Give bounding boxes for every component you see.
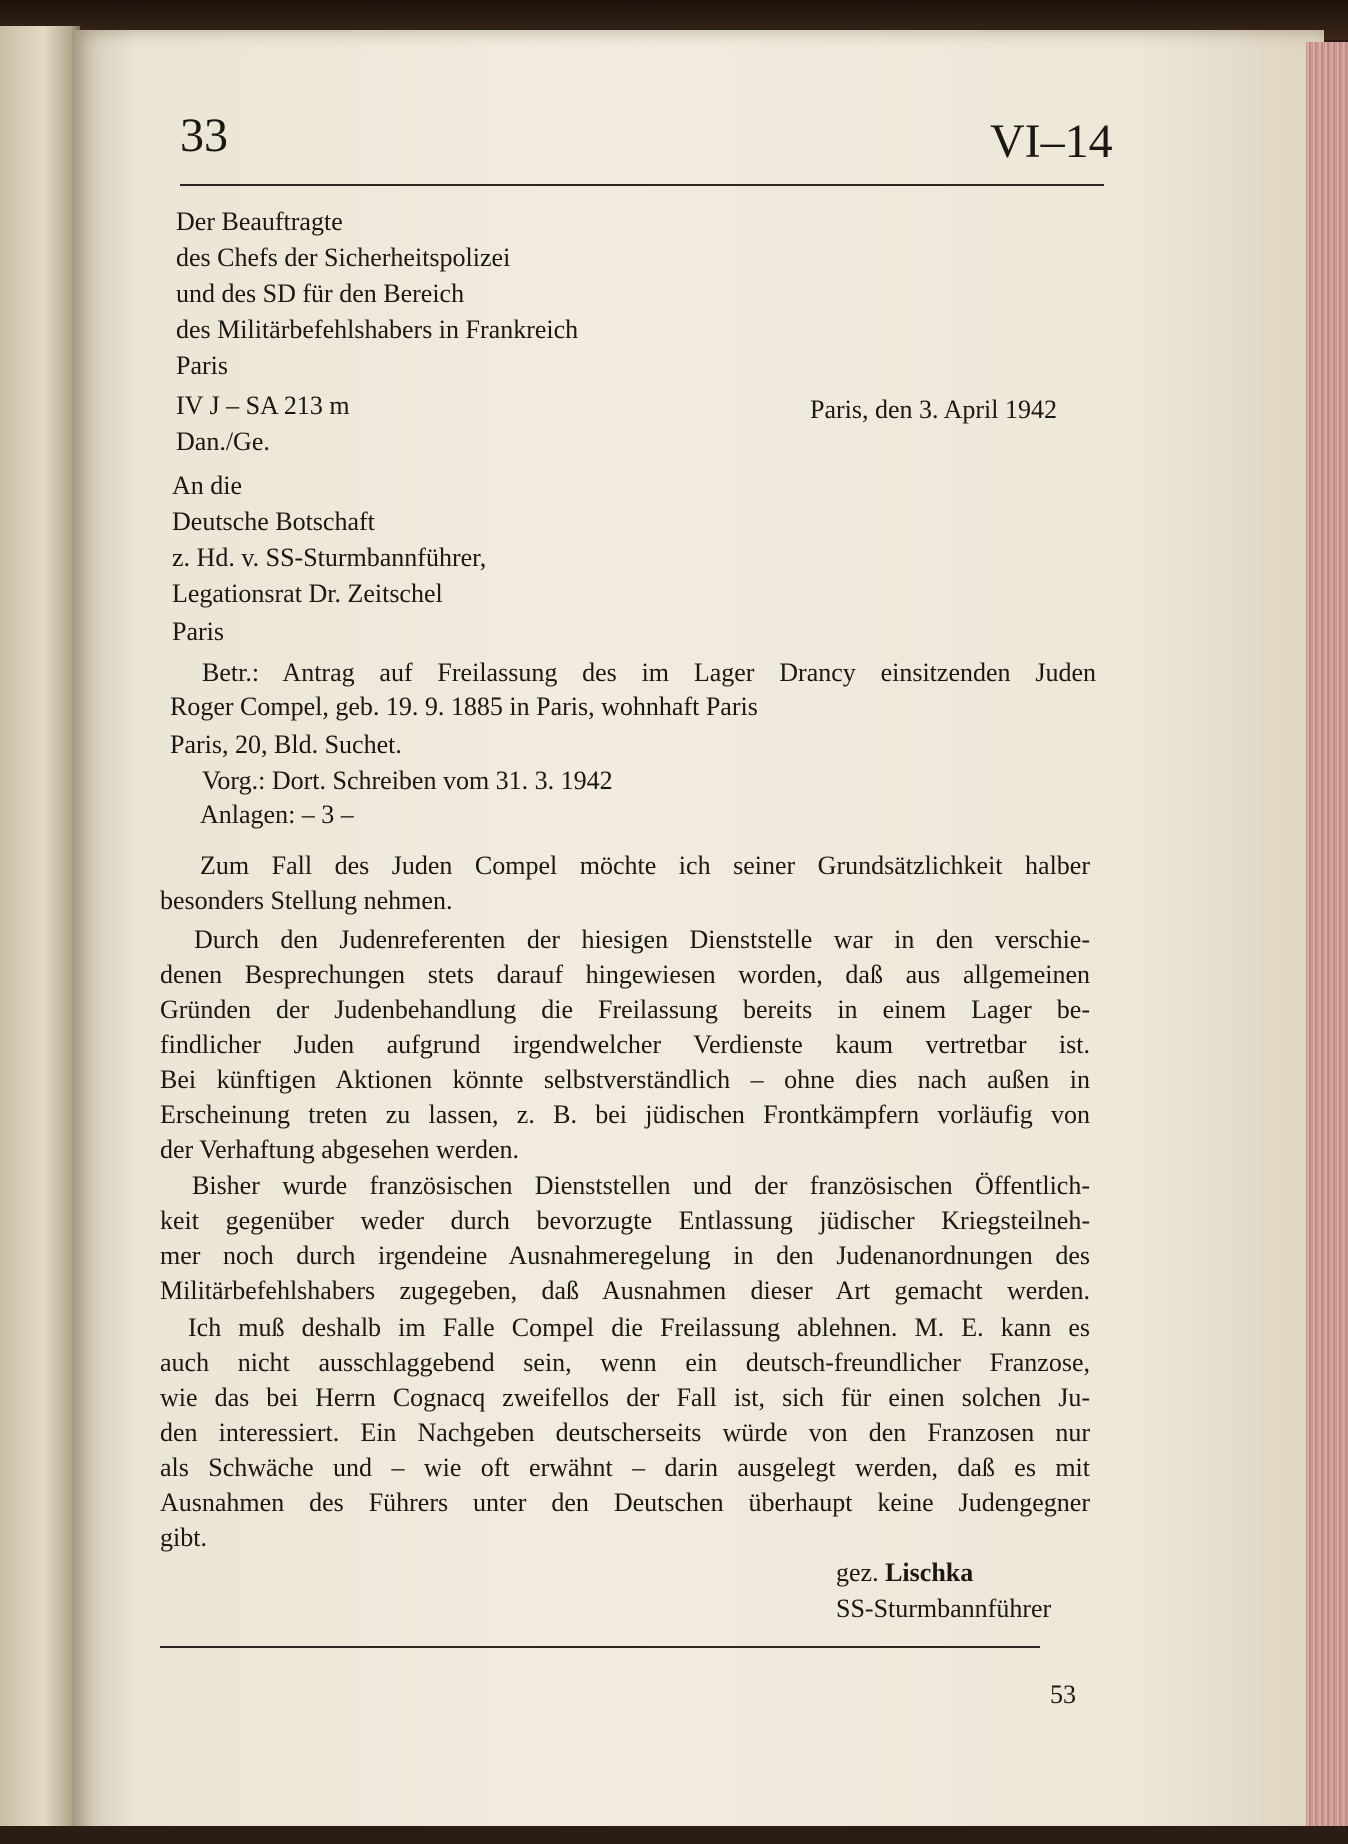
sender-line: und des SD für den Bereich [176,279,465,308]
signature-prefix: gez. [836,1558,879,1587]
initials: Dan./Ge. [176,427,270,456]
page-number: 53 [1050,1680,1076,1709]
letter-date: Paris, den 3. April 1942 [810,395,1057,424]
signature-title: SS-Sturmbannführer [836,1594,1052,1623]
sender-line: des Militärbefehlshabers in Frankreich [176,315,579,344]
recipient-line: Deutsche Botschaft [172,507,375,536]
body-paragraph: Ich muß deshalb im Falle Compel die Freilassung ablehnen. M. E. kann es auch nicht ausschlaggebend sein, wenn ein deutsch-freundlicher Franzose, wie das bei Herrn Cognacq zweifellos der Fall ist, sich für einen solchen Ju- den interessiert. Ein Nachgeben deutscherseits würde von den Franzosen nur als Schwäche und – wie oft erwähnt – darin ausgelegt werden, daß es mit Ausnahmen des Führers unter den Deutschen überhaupt keine Judengegner gibt. [160,1313,1090,1552]
signature-name: Lischka [885,1558,974,1587]
sender-line: Paris [176,351,228,380]
sender-line: Der Beauftragte [176,207,343,236]
file-reference: IV J – SA 213 m [176,391,350,420]
signature-line [836,1558,973,1588]
reference-line: Vorg.: Dort. Schreiben vom 31. 3. 1942 [202,766,613,795]
footer-rule [160,1646,1040,1648]
subject-line: Paris, 20, Bld. Suchet. [170,730,402,759]
document-id: VI–14 [990,115,1113,168]
recipient-line: z. Hd. v. SS-Sturmbannführer, [172,543,487,572]
recipient-line: Paris [172,617,224,646]
document-number: 33 [180,109,228,162]
recipient-line: An die [172,471,243,500]
attachments-line: Anlagen: – 3 – [200,800,354,829]
body-paragraph: Zum Fall des Juden Compel möchte ich seiner Grundsätzlichkeit halber besonders Stellung nehmen. [160,851,1090,915]
sender-line: des Chefs der Sicherheitspolizei [176,243,511,272]
recipient-line: Legationsrat Dr. Zeitschel [172,579,443,608]
body-paragraph: Bisher wurde französischen Dienststellen und der französischen Öffentlich- keit gegenüber weder durch bevorzugte Entlassung jüdischer Kriegsteilneh- mer noch durch irgendeine Ausnahmeregelung in den Judenanordnungen des Militärbefehlshabers zugegeben, daß Ausnahmen dieser Art gemacht werden. [160,1171,1090,1305]
subject-line: Betr.: Antrag auf Freilassung des im Lager Drancy einsitzenden Juden [202,658,1096,687]
body-paragraph: Durch den Judenreferenten der hiesigen Dienststelle war in den verschie- denen Besprechungen stets darauf hingewiesen worden, daß aus allgemeinen Gründen der Judenbehandlung die Freilassung bereits in einem Lager be- findlicher Juden aufgrund irgendwelcher Verdienste kaum vertretbar ist. Bei künftigen Aktionen könnte selbstverständlich – ohne dies nach außen in Erscheinung treten zu lassen, z. B. bei jüdischen Frontkämpfern vorläufig von der Verhaftung abgesehen werden. [160,925,1090,1164]
subject-line: Roger Compel, geb. 19. 9. 1885 in Paris, wohnhaft Paris [170,692,758,721]
